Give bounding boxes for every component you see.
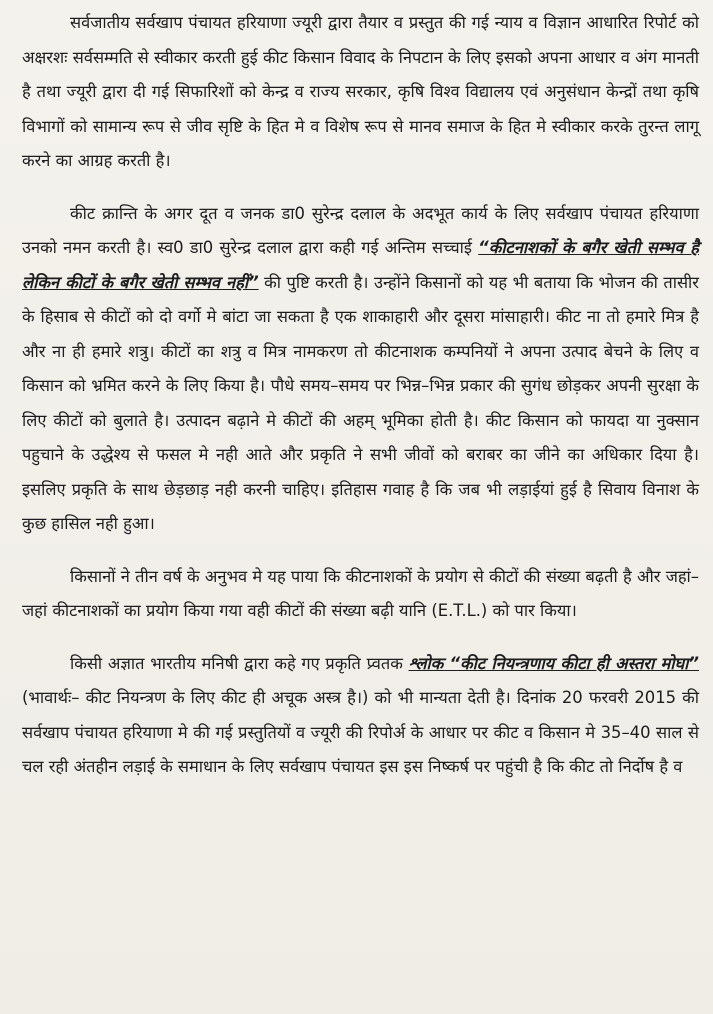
paragraph-text: कीट क्रान्ति के अगर दूत व जनक डा0 सुरेन्द्र दलाल के अदभूत कार्य के लिए सर्वखाप पंचायत हरियाणा उनको नमन करती है। स्व0 डा0 सुरेन्द्र दलाल द्वारा कही गई अन्तिम सच्चाई [22, 203, 699, 257]
paragraph-dalal [22, 197, 699, 542]
paragraph-text: सर्वजातीय सर्वखाप पंचायत हरियाणा ज्यूरी द्वारा तैयार व प्रस्तुत की गई न्याय व विज्ञान आधारित रिपोर्ट को अक्षरशः सर्वसम्मति से स्वीकार करती हुई कीट किसान विवाद के निपटान के लिए इसको अपना आधार व अंग मानती है तथा ज्यूरी द्वारा दी गई सिफारिशों को केन्द्र व राज्य सरकार, कृषि विश्व विद्यालय एवं अनुसंधान केन्द्रों तथा कृषि विभागों को सामान्य रूप से जीव सृष्टि के हित मे व विशेष रूप से मानव समाज के हित मे स्वीकार करके तुरन्त लागू करने का आग्रह करती है। [22, 13, 699, 170]
emphasized-shloka: श्लोक “कीट नियन्त्रणाय कीटा ही अस्तरा मोघा” [408, 653, 699, 673]
emphasized-quote: “कीटनाशकों के बगैर खेती सम्भव है लेकिन कीटों के बगैर खेती सम्भव नहीं” [22, 238, 699, 292]
paragraph-resolution [22, 6, 699, 179]
paragraph-text: (भावार्थः– कीट नियन्त्रण के लिए कीट ही अचूक अस्त्र है।) को भी मान्यता देती है। दिनांक 20 फरवरी 2015 की सर्वखाप पंचायत हरियाणा मे की गई प्रस्तुतियों व ज्यूरी की रिपोर्अ के आधार पर कीट व किसान मे 35–40 साल से चल रही अंतहीन लड़ाई के समाधान के लिए सर्वखाप पंचायत इस इस निष्कर्ष पर पहुंची है कि कीट तो निर्दोष है व [22, 688, 699, 776]
paragraph-text: की पुष्टि करती है। उन्होंने किसानों को यह भी बताया कि भोजन की तासीर के हिसाब से कीटों को दो वर्गो मे बांटा जा सकता है एक शाकाहारी और दूसरा मांसाहारी। कीट ना तो हमारे मित्र है और ना ही हमारे शत्रु। कीटों का शत्रु व मित्र नामकरण तो कीटनाशक कम्पनियों ने अपना उत्पाद बेचने के लिए व किसान को भ्रमित करने के लिए किया है। पौधे समय–समय पर भिन्न–भिन्न प्रकार की सुगंध छोड़कर अपनी सुरक्षा के लिए कीटों को बुलाते है। उत्पादन बढ़ाने मे कीटों की अहम् भूमिका होती है। कीट किसान को फायदा या नुक्सान पहुचाने के उद्धेश्य से फसल मे नही आते और प्रकृति ने सभी जीवों को बराबर का जीने का अधिकार दिया है। इसलिए प्रकृति के साथ छेड़छाड़ नही करनी चाहिए। इतिहास गवाह है कि जब भी लड़ाईयां हुई है सिवाय विनाश के कुछ हासिल नही हुआ। [22, 272, 699, 533]
paragraph-text: किसानों ने तीन वर्ष के अनुभव मे यह पाया कि कीटनाशकों के प्रयोग से कीटों की संख्या बढ़ती है और जहां–जहां कीटनाशकों का प्रयोग किया गया वही कीटों की संख्या बढ़ी यानि (E.T.L.) को पार किया। [22, 566, 699, 620]
paragraph-shloka [22, 647, 699, 785]
paragraph-text: किसी अज्ञात भारतीय मनिषी द्वारा कहे गए प्रकृति प्र्वतक [70, 653, 409, 673]
paragraph-etl [22, 560, 699, 629]
